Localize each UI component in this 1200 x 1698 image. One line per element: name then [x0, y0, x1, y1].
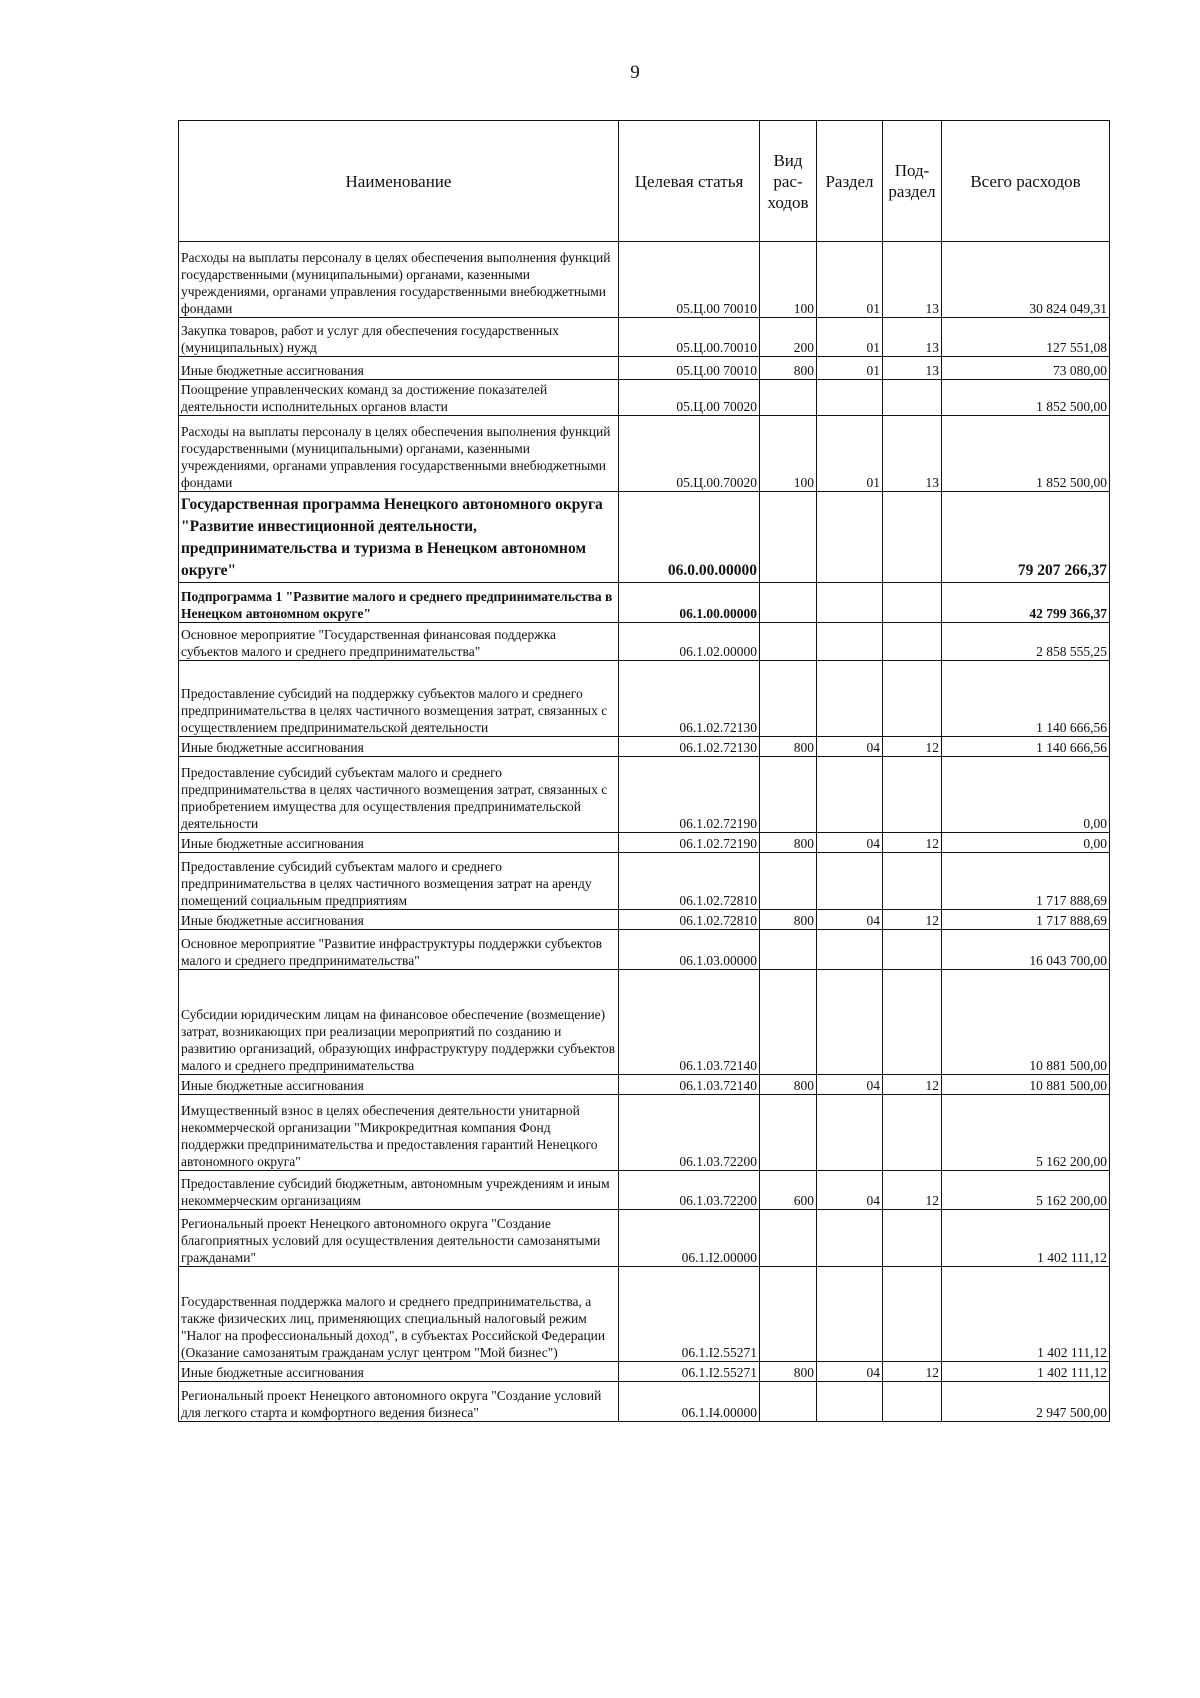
cell-code: 06.1.I2.55271 — [619, 1362, 760, 1382]
table-row — [179, 1171, 1110, 1210]
cell-subsection — [883, 583, 942, 623]
cell-section — [817, 1382, 883, 1422]
cell-subsection — [883, 1382, 942, 1422]
cell-total: 10 881 500,00 — [942, 1075, 1110, 1095]
cell-name: Субсидии юридическим лицам на финансовое обеспечение (возмещение) затрат, возникающих при реализации мероприятий по созданию и развитию организаций, образующих инфраструктуру поддержки субъектов малого и среднего предпринимательства — [179, 970, 619, 1075]
cell-type: 800 — [760, 737, 817, 757]
cell-type: 800 — [760, 1075, 817, 1095]
cell-section — [817, 970, 883, 1075]
table-row — [179, 661, 1110, 737]
page-number: 9 — [630, 62, 640, 83]
cell-type — [760, 380, 817, 416]
cell-subsection — [883, 492, 942, 583]
cell-subsection: 12 — [883, 1075, 942, 1095]
cell-code: 06.1.I4.00000 — [619, 1382, 760, 1422]
cell-total: 1 852 500,00 — [942, 416, 1110, 492]
cell-section: 04 — [817, 1362, 883, 1382]
table-row — [179, 357, 1110, 380]
table-row — [179, 1075, 1110, 1095]
cell-section — [817, 757, 883, 833]
cell-section — [817, 1267, 883, 1362]
cell-name: Предоставление субсидий на поддержку субъектов малого и среднего предпринимательства в целях частичного возмещения затрат, связанных с осуществлением предпринимательской деятельности — [179, 661, 619, 737]
cell-name: Расходы на выплаты персоналу в целях обеспечения выполнения функций государственными (муниципальными) органами, казенными учреждениями, органами управления государственными внебюджетными фондами — [179, 416, 619, 492]
table-row — [179, 1210, 1110, 1267]
table-row — [179, 833, 1110, 853]
cell-name: Иные бюджетные ассигнования — [179, 1075, 619, 1095]
cell-code: 05.Ц.00 70010 — [619, 242, 760, 318]
cell-subsection — [883, 853, 942, 910]
table-row — [179, 1095, 1110, 1171]
cell-code: 06.0.00.00000 — [619, 492, 760, 583]
cell-subsection: 12 — [883, 910, 942, 930]
cell-name: Иные бюджетные ассигнования — [179, 737, 619, 757]
cell-type: 100 — [760, 242, 817, 318]
cell-subsection — [883, 757, 942, 833]
cell-name: Государственная поддержка малого и среднего предпринимательства, а также физических лиц, применяющих специальный налоговый режим "Налог на профессиональный доход", в субъектах Российской Федерации (Оказание самозанятым гражданам услуг центром "Мой бизнес") — [179, 1267, 619, 1362]
cell-type: 100 — [760, 416, 817, 492]
cell-total: 1 402 111,12 — [942, 1210, 1110, 1267]
table-row — [179, 416, 1110, 492]
cell-name: Государственная программа Ненецкого автономного округа "Развитие инвестиционной деятельности, предпринимательства и туризма в Ненецком автономном округе" — [179, 492, 619, 583]
cell-name: Основное мероприятие "Государственная финансовая поддержка субъектов малого и среднего предпринимательства" — [179, 623, 619, 661]
header-type: Вид рас-ходов — [760, 121, 817, 242]
cell-name: Предоставление субсидий бюджетным, автономным учреждениям и иным некоммерческим организациям — [179, 1171, 619, 1210]
cell-section — [817, 930, 883, 970]
cell-subsection — [883, 380, 942, 416]
cell-code: 05.Ц.00 70010 — [619, 357, 760, 380]
cell-total: 2 858 555,25 — [942, 623, 1110, 661]
cell-total: 30 824 049,31 — [942, 242, 1110, 318]
cell-name: Имущественный взнос в целях обеспечения деятельности унитарной некоммерческой организации "Микрокредитная компания Фонд поддержки предпринимательства и предоставления гарантий Ненецкого автономного округа" — [179, 1095, 619, 1171]
cell-subsection: 12 — [883, 833, 942, 853]
cell-subsection — [883, 1267, 942, 1362]
cell-subsection — [883, 661, 942, 737]
budget-table — [178, 120, 1110, 1422]
cell-subsection — [883, 1210, 942, 1267]
cell-total: 1 140 666,56 — [942, 661, 1110, 737]
cell-type — [760, 623, 817, 661]
header-subsection: Под-раздел — [883, 121, 942, 242]
cell-total: 1 717 888,69 — [942, 910, 1110, 930]
cell-subsection — [883, 1095, 942, 1171]
table-row — [179, 623, 1110, 661]
cell-code: 06.1.03.72140 — [619, 1075, 760, 1095]
cell-section: 04 — [817, 1171, 883, 1210]
cell-section — [817, 1095, 883, 1171]
cell-code: 06.1.02.72190 — [619, 833, 760, 853]
table-row — [179, 853, 1110, 910]
cell-total: 1 402 111,12 — [942, 1267, 1110, 1362]
cell-name: Региональный проект Ненецкого автономного округа "Создание благоприятных условий для осуществления деятельности самозанятыми гражданами" — [179, 1210, 619, 1267]
header-section: Раздел — [817, 121, 883, 242]
table-row — [179, 318, 1110, 357]
cell-total: 2 947 500,00 — [942, 1382, 1110, 1422]
cell-code: 06.1.I2.55271 — [619, 1267, 760, 1362]
table-row — [179, 1382, 1110, 1422]
cell-code: 06.1.02.72810 — [619, 853, 760, 910]
cell-subsection: 12 — [883, 1171, 942, 1210]
cell-subsection — [883, 970, 942, 1075]
cell-type — [760, 583, 817, 623]
cell-code: 05.Ц.00.70020 — [619, 416, 760, 492]
cell-section — [817, 661, 883, 737]
cell-total: 0,00 — [942, 833, 1110, 853]
cell-total: 73 080,00 — [942, 357, 1110, 380]
cell-type: 800 — [760, 833, 817, 853]
cell-section — [817, 853, 883, 910]
cell-total: 5 162 200,00 — [942, 1095, 1110, 1171]
table-row — [179, 1362, 1110, 1382]
cell-type: 800 — [760, 910, 817, 930]
table-row — [179, 1267, 1110, 1362]
cell-type — [760, 1267, 817, 1362]
cell-total: 42 799 366,37 — [942, 583, 1110, 623]
table-row — [179, 930, 1110, 970]
cell-type: 800 — [760, 1362, 817, 1382]
cell-name: Закупка товаров, работ и услуг для обеспечения государственных (муниципальных) нужд — [179, 318, 619, 357]
cell-subsection: 13 — [883, 242, 942, 318]
cell-section: 04 — [817, 833, 883, 853]
cell-code: 06.1.02.72190 — [619, 757, 760, 833]
cell-type — [760, 1382, 817, 1422]
cell-total: 1 717 888,69 — [942, 853, 1110, 910]
cell-name: Поощрение управленческих команд за достижение показателей деятельности исполнительных органов власти — [179, 380, 619, 416]
cell-subsection: 12 — [883, 737, 942, 757]
cell-total: 79 207 266,37 — [942, 492, 1110, 583]
cell-name: Иные бюджетные ассигнования — [179, 910, 619, 930]
cell-total: 1 852 500,00 — [942, 380, 1110, 416]
cell-code: 06.1.02.00000 — [619, 623, 760, 661]
cell-name: Предоставление субсидий субъектам малого и среднего предпринимательства в целях частичного возмещения затрат на аренду помещений социальным предприятиям — [179, 853, 619, 910]
cell-subsection: 13 — [883, 318, 942, 357]
cell-total: 1 140 666,56 — [942, 737, 1110, 757]
table-row — [179, 492, 1110, 583]
cell-total: 5 162 200,00 — [942, 1171, 1110, 1210]
cell-code: 06.1.03.72140 — [619, 970, 760, 1075]
cell-type — [760, 930, 817, 970]
cell-type — [760, 757, 817, 833]
cell-code: 06.1.00.00000 — [619, 583, 760, 623]
header-total: Всего расходов — [942, 121, 1110, 242]
cell-type — [760, 1095, 817, 1171]
cell-code: 06.1.02.72810 — [619, 910, 760, 930]
cell-name: Основное мероприятие "Развитие инфраструктуры поддержки субъектов малого и среднего предпринимательства" — [179, 930, 619, 970]
cell-name: Предоставление субсидий субъектам малого и среднего предпринимательства в целях частичного возмещения затрат, связанных с приобретением имущества для осуществления предпринимательской деятельности — [179, 757, 619, 833]
cell-subsection: 13 — [883, 357, 942, 380]
cell-name: Расходы на выплаты персоналу в целях обеспечения выполнения функций государственными (муниципальными) органами, казенными учреждениями, органами управления государственными внебюджетными фондами — [179, 242, 619, 318]
cell-section — [817, 1210, 883, 1267]
cell-code: 05.Ц.00.70010 — [619, 318, 760, 357]
cell-section — [817, 583, 883, 623]
cell-section: 04 — [817, 910, 883, 930]
cell-type — [760, 970, 817, 1075]
table-row — [179, 583, 1110, 623]
cell-section — [817, 380, 883, 416]
header-name: Наименование — [179, 121, 619, 242]
cell-subsection — [883, 623, 942, 661]
cell-section: 01 — [817, 242, 883, 318]
cell-name: Подпрограмма 1 "Развитие малого и среднего предпринимательства в Ненецком автономном округе" — [179, 583, 619, 623]
cell-total: 0,00 — [942, 757, 1110, 833]
cell-name: Иные бюджетные ассигнования — [179, 833, 619, 853]
cell-code: 06.1.02.72130 — [619, 737, 760, 757]
cell-code: 05.Ц.00 70020 — [619, 380, 760, 416]
cell-section: 04 — [817, 737, 883, 757]
cell-type — [760, 853, 817, 910]
table-header-row — [179, 121, 1110, 242]
cell-section — [817, 623, 883, 661]
cell-type — [760, 1210, 817, 1267]
cell-code: 06.1.03.72200 — [619, 1171, 760, 1210]
cell-code: 06.1.03.00000 — [619, 930, 760, 970]
cell-code: 06.1.03.72200 — [619, 1095, 760, 1171]
header-code: Целевая статья — [619, 121, 760, 242]
table-row — [179, 737, 1110, 757]
cell-section: 01 — [817, 416, 883, 492]
cell-total: 127 551,08 — [942, 318, 1110, 357]
cell-name: Иные бюджетные ассигнования — [179, 357, 619, 380]
cell-subsection: 13 — [883, 416, 942, 492]
cell-type: 200 — [760, 318, 817, 357]
cell-type: 800 — [760, 357, 817, 380]
cell-section: 01 — [817, 357, 883, 380]
table-row — [179, 380, 1110, 416]
cell-total: 16 043 700,00 — [942, 930, 1110, 970]
table-row — [179, 910, 1110, 930]
table-row — [179, 242, 1110, 318]
table-row — [179, 970, 1110, 1075]
cell-total: 10 881 500,00 — [942, 970, 1110, 1075]
cell-subsection — [883, 930, 942, 970]
cell-subsection: 12 — [883, 1362, 942, 1382]
table-row — [179, 757, 1110, 833]
cell-name: Иные бюджетные ассигнования — [179, 1362, 619, 1382]
cell-name: Региональный проект Ненецкого автономного округа "Создание условий для легкого старта и комфортного ведения бизнеса" — [179, 1382, 619, 1422]
cell-code: 06.1.02.72130 — [619, 661, 760, 737]
cell-section — [817, 492, 883, 583]
cell-section: 01 — [817, 318, 883, 357]
cell-section: 04 — [817, 1075, 883, 1095]
cell-type: 600 — [760, 1171, 817, 1210]
table-body — [179, 242, 1110, 1422]
cell-code: 06.1.I2.00000 — [619, 1210, 760, 1267]
cell-type — [760, 492, 817, 583]
cell-type — [760, 661, 817, 737]
cell-total: 1 402 111,12 — [942, 1362, 1110, 1382]
